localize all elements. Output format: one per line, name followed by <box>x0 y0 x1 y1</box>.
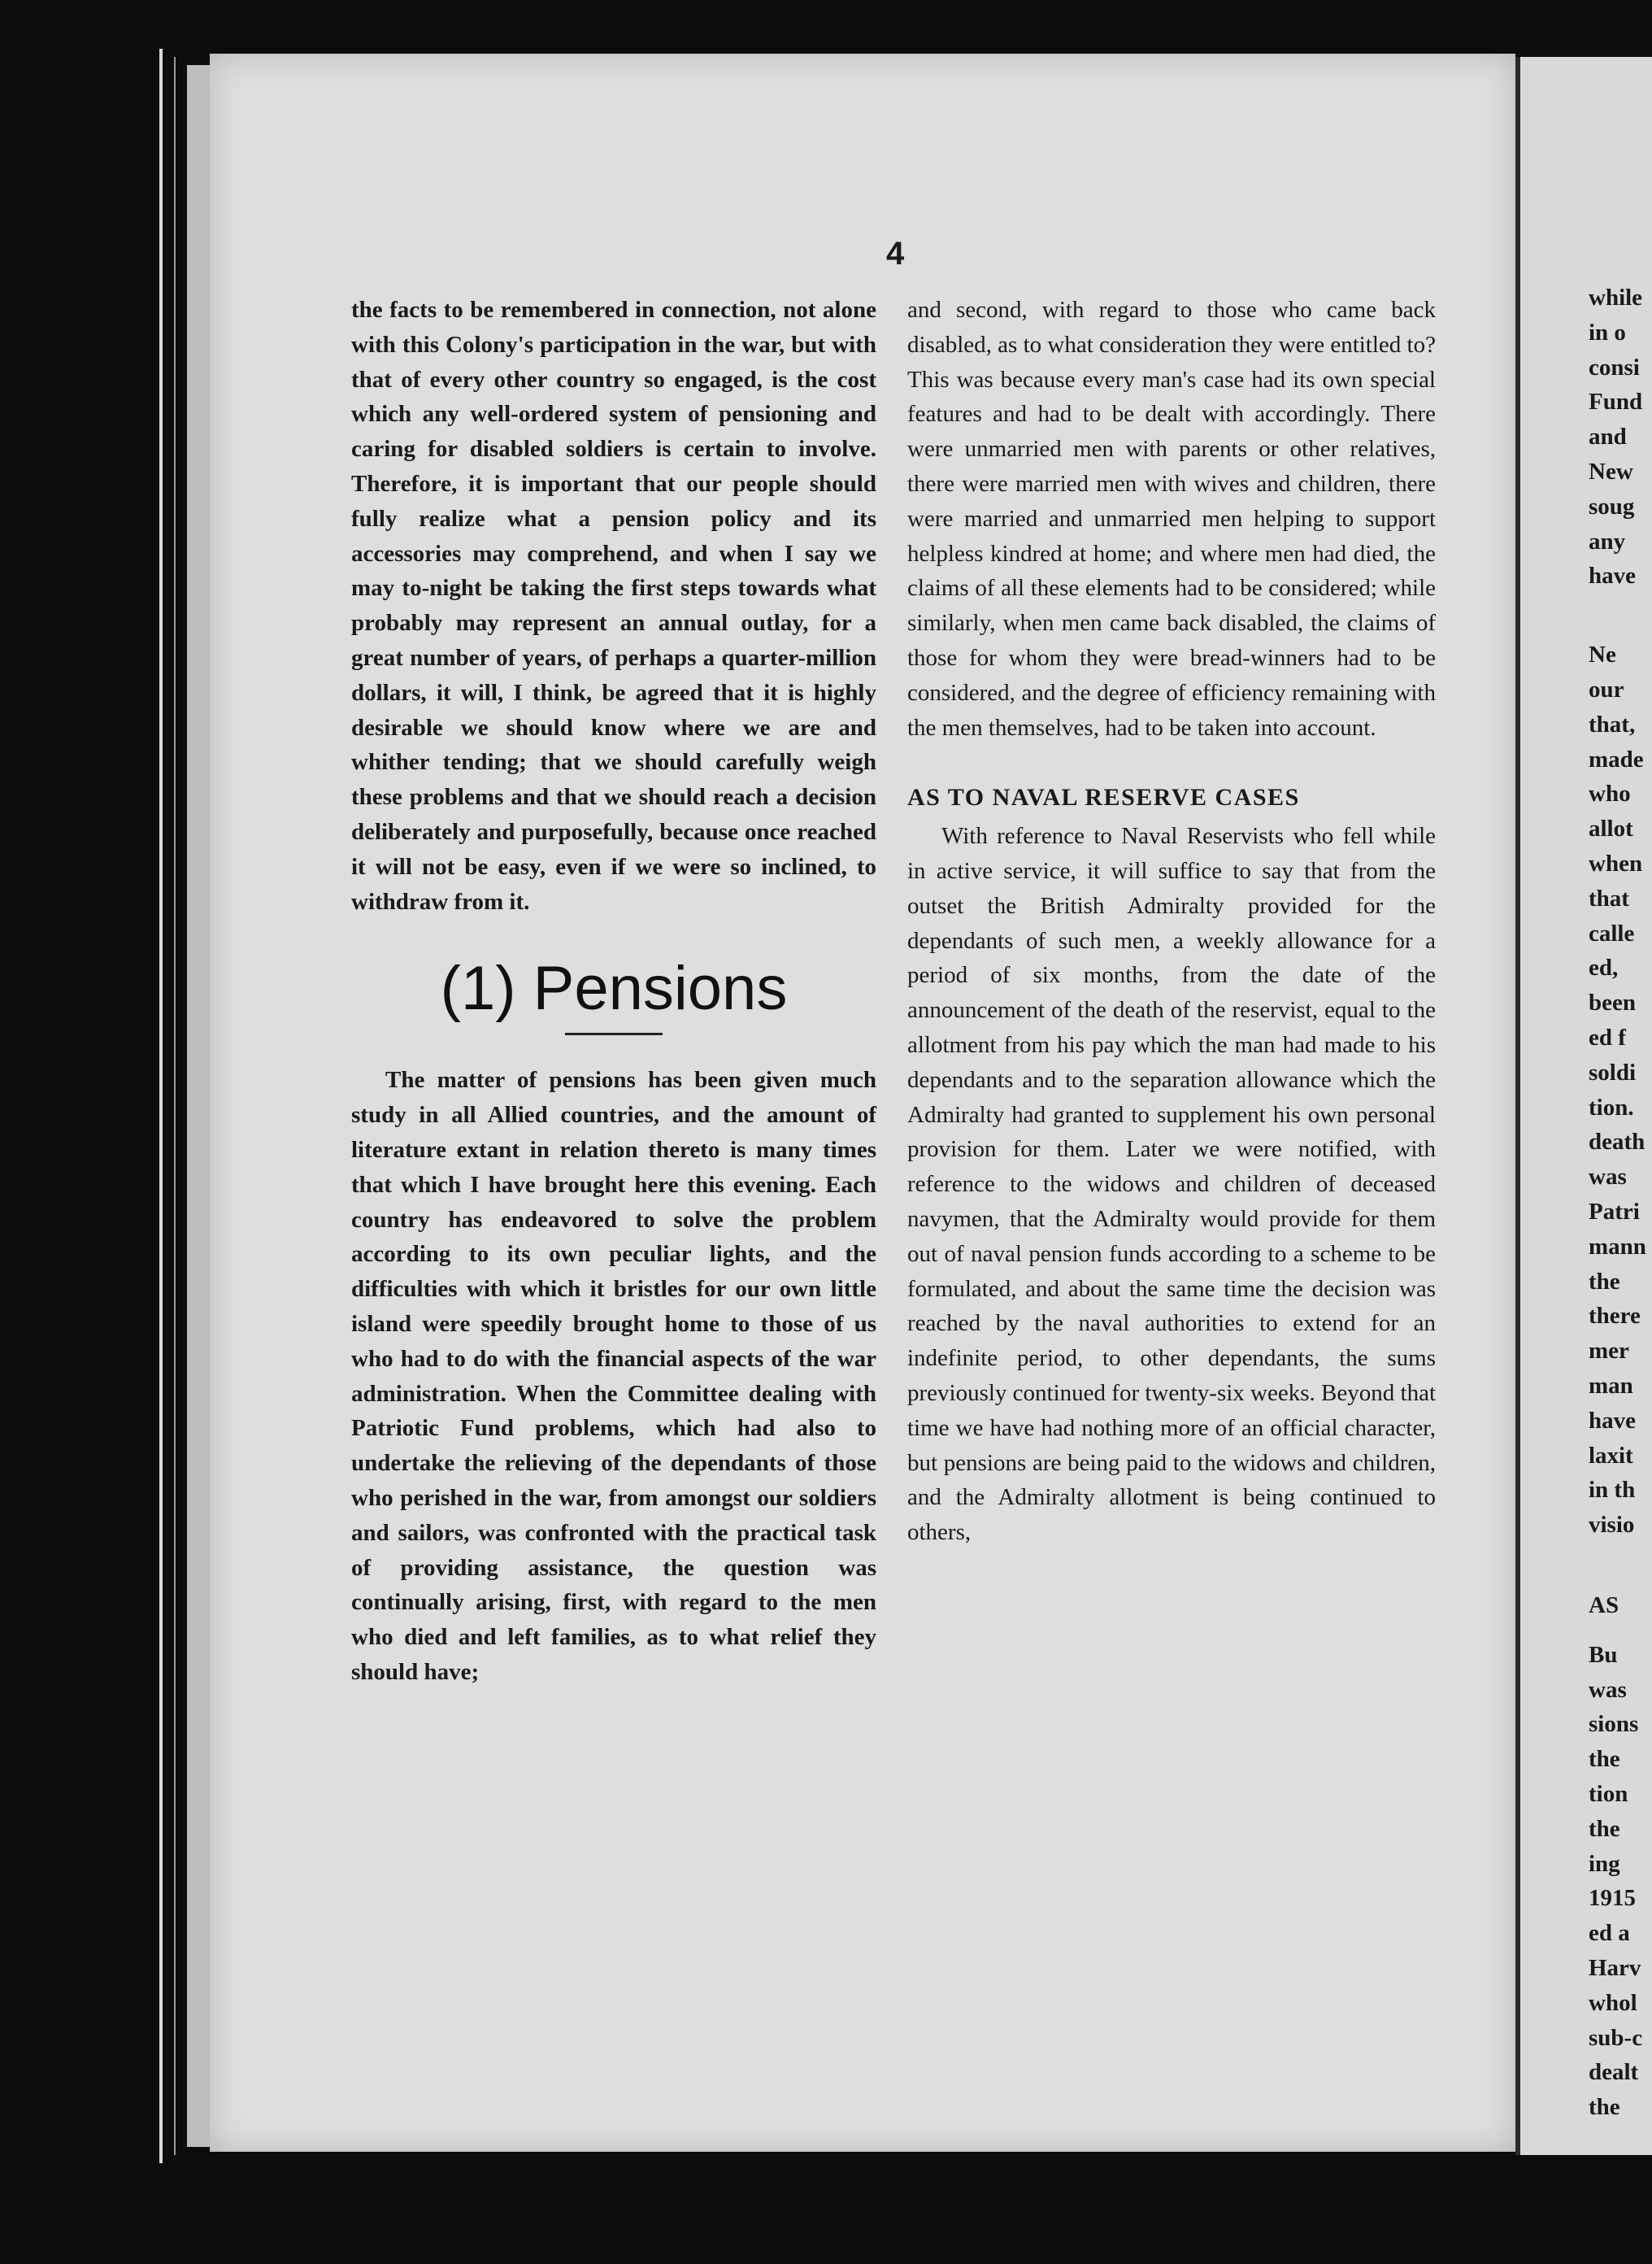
adjoining-page-line: AS <box>1589 1592 1619 1618</box>
adjoining-page-line: Bu <box>1589 1641 1618 1668</box>
page-number: 4 <box>886 236 905 272</box>
adjoining-page-line: mann <box>1589 1233 1646 1260</box>
adjoining-page-line: when <box>1589 851 1643 877</box>
binding-line-inner <box>174 57 176 2155</box>
adjoining-page-line: been <box>1589 990 1636 1017</box>
adjoining-page-line: that <box>1589 885 1629 912</box>
adjoining-page-line: Fund <box>1589 389 1643 416</box>
adjoining-page-line: ing <box>1589 1850 1620 1877</box>
adjoining-page-line: visio <box>1589 1512 1635 1539</box>
adjoining-page-line: dealt <box>1589 2059 1639 2086</box>
adjoining-page-line: ed a <box>1589 1920 1630 1947</box>
adjoining-page-line: in o <box>1589 319 1626 346</box>
adjoining-page-line: soldi <box>1589 1059 1637 1086</box>
left-column <box>351 293 876 1690</box>
adjoining-page-line: who <box>1589 781 1631 808</box>
adjoining-page-line: sions <box>1589 1711 1639 1738</box>
adjoining-page-line: New <box>1589 459 1633 485</box>
adjoining-page-line: have <box>1589 563 1636 590</box>
adjoining-page-line: was <box>1589 1164 1627 1191</box>
adjoining-page-line: and <box>1589 424 1627 451</box>
binding-line <box>159 49 163 2163</box>
adjoining-page-line: the <box>1589 1815 1620 1842</box>
right-paragraph-1: and second, with regard to those who came back disabled, as to what consideration they were entitled to? This was because every man's case had its own special features and had to be dealt with accordingly. There were unmarried men with parents or other relatives, there were married men with wives and children, there were married and unmarried men helping to support helpless kindred at home; and where men had died, the claims of all these elements had to be considered; while similarly, when men came back disabled, the claims of those for whom they were bread-winners had to be considered, and the degree of efficiency remaining with the men themselves, had to be taken into account. <box>907 297 1436 741</box>
adjoining-page-line: in th <box>1589 1477 1636 1504</box>
left-paragraph-2: The matter of pensions has been given much study in all Allied countries, and the amount of literature extant in relation thereto is many times that which I have brought here this evening. Each country has endeavored to solve the problem according to its own peculiar lights, and the difficulties with which it bristles for our own little island were speedily brought home to those of us who had to do with the financial aspects of the war administration. When the Committee dealing with Patriotic Fund problems, which had also to undertake the relieving of the dependants of those who perished in the war, from amongst our soldiers and sailors, was confronted with the practical task of providing assistance, the question was continually arising, first, with regard to the men who died and left families, as to what relief they should have; <box>351 1067 876 1685</box>
adjoining-page-line: have <box>1589 1407 1636 1434</box>
adjoining-page-line: consi <box>1589 354 1640 381</box>
adjoining-page-line: whol <box>1589 1989 1637 2016</box>
adjoining-page-line: Patri <box>1589 1199 1640 1225</box>
adjoining-page-line: any <box>1589 528 1626 555</box>
adjoining-page-line: soug <box>1589 493 1635 520</box>
adjoining-page-line: Harv <box>1589 1955 1641 1981</box>
adjoining-page-line: tion <box>1589 1781 1628 1807</box>
adjoining-page-line: 1915 <box>1589 1885 1636 1912</box>
adjoining-page-line: the <box>1589 1746 1620 1773</box>
adjoining-page-line: sub-c <box>1589 2024 1643 2051</box>
adjoining-page-line: mer <box>1589 1338 1629 1365</box>
adjoining-page-line: laxit <box>1589 1442 1633 1469</box>
adjoining-page-line: made <box>1589 746 1644 773</box>
adjoining-page-line: calle <box>1589 920 1635 947</box>
left-paragraph-1: the facts to be remembered in connection, not alone with this Colony's participation in the war, but with that of every other country so engaged, is the cost which any well-ordered system of pensioning and caring for disabled soldiers is certain to involve. Therefore, it is important that our people should fully realize what a pension policy and its accessories may comprehend, and when I say we may to-night be taking the first steps towards what probably may represent an annual outlay, for a great number of years, of perhaps a quarter-million dollars, it will, I think, be agreed that it is highly desirable we should know where we are and whither tending; that we should carefully weigh these problems and that we should reach a decision deliberately and purposefully, because once reached it will not be easy, even if we were so inclined, to withdraw from it. <box>351 297 876 915</box>
adjoining-page-line: man <box>1589 1373 1633 1399</box>
adjoining-page-line: allot <box>1589 816 1633 842</box>
adjoining-page-line: Ne <box>1589 642 1616 668</box>
adjoining-page-line: tion. <box>1589 1094 1634 1121</box>
adjoining-page-line: our <box>1589 677 1624 703</box>
adjoining-page-line: while <box>1589 285 1643 311</box>
page-edge <box>187 65 210 2147</box>
adjoining-page-line: was <box>1589 1676 1627 1703</box>
adjoining-page-line: death <box>1589 1129 1645 1156</box>
adjoining-page-line: there <box>1589 1303 1641 1330</box>
right-paragraph-2: With reference to Naval Reservists who fell while in active service, it will suffice to say that from the outset the British Admiralty provided for the dependants of such men, a weekly allowance for a period of six months, from the date of the announcement of the death of the reservist, equal to the allotment from his pay which the man had made to his dependants and to the separation allowance which the Admiralty had granted to supplement his own personal provision for them. Later we were notified, with reference to the widows and children of deceased navymen, that the Admiralty would provide for them out of naval pension funds according to a scheme to be formulated, and about the same time the decision was reached by the naval authorities to extend for an indefinite period, to other dependants, the sums previously continued for twenty-six weeks. Beyond that time we have had nothing more of an official character, but pensions are being paid to the widows and children, and the Admiralty allotment is being continued to others, <box>907 823 1436 1546</box>
adjoining-page-line: ed f <box>1589 1025 1626 1051</box>
adjoining-page-line: ed, <box>1589 955 1619 982</box>
section-heading-naval-reserve: AS TO NAVAL RESERVE CASES <box>907 784 1300 812</box>
adjoining-page-line: the <box>1589 2094 1620 2121</box>
section-heading-pensions: (1) Pensions <box>440 954 788 1024</box>
adjoining-page-line: that, <box>1589 711 1636 738</box>
right-column <box>907 293 1436 1550</box>
adjoining-page-line: the <box>1589 1268 1620 1295</box>
heading-rule <box>565 1033 663 1035</box>
